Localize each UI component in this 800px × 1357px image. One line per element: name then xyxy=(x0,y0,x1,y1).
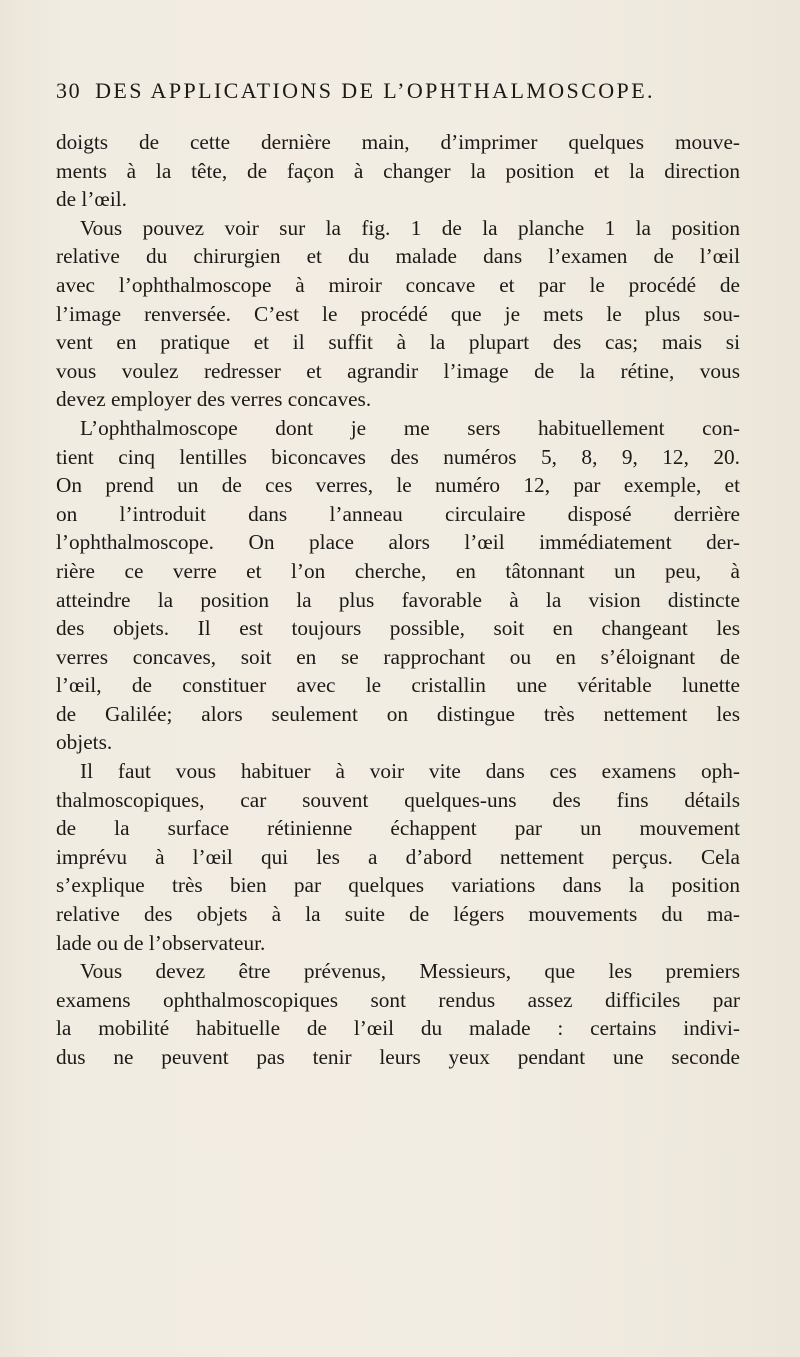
text-line: thalmoscopiques, car souvent quelques-uns des fins détails xyxy=(56,787,740,812)
text-line: on l’introduit dans l’anneau circulaire disposé derrière xyxy=(56,501,740,526)
text-line: vent en pratique et il suffit à la plupart des cas; mais si xyxy=(56,330,740,355)
text-line: devez employer des verres concaves. xyxy=(56,387,372,412)
text-line: lade ou de l’observateur. xyxy=(56,930,266,955)
text-line: doigts de cette dernière main, d’imprimer quelques mouve- xyxy=(56,130,740,154)
page-body-text xyxy=(56,128,740,1072)
text-line: relative des objets à la suite de légers mouvements du ma- xyxy=(56,902,740,927)
running-header xyxy=(56,78,756,108)
page-number: 30 xyxy=(56,78,82,103)
text-line: vous voulez redresser et agrandir l’image de la rétine, vous xyxy=(56,358,740,383)
text-line: relative du chirurgien et du malade dans l’examen de l’œil xyxy=(56,244,740,269)
text-line: examens ophthalmoscopiques sont rendus assez difficiles par xyxy=(56,987,740,1012)
text-line: de l’œil. xyxy=(56,187,127,212)
text-line: des objets. Il est toujours possible, soit en changeant les xyxy=(56,616,740,641)
text-line: rière ce verre et l’on cherche, en tâtonnant un peu, à xyxy=(56,558,740,583)
text-line: ments à la tête, de façon à changer la position et la direction xyxy=(56,158,740,183)
text-line: On prend un de ces verres, le numéro 12, par exemple, et xyxy=(56,473,740,498)
text-line: Vous pouvez voir sur la fig. 1 de la planche 1 la position xyxy=(80,215,740,240)
text-line: imprévu à l’œil qui les a d’abord nettement perçus. Cela xyxy=(56,844,740,869)
text-line: L’ophthalmoscope dont je me sers habituellement con- xyxy=(80,415,740,440)
text-line: avec l’ophthalmoscope à miroir concave et par le procédé de xyxy=(56,272,740,297)
text-line: Il faut vous habituer à voir vite dans ces examens oph- xyxy=(80,759,740,784)
running-title: DES APPLICATIONS DE L’OPHTHALMOSCOPE. xyxy=(95,78,655,103)
text-line: l’œil, de constituer avec le cristallin une véritable lunette xyxy=(56,673,740,698)
text-line: objets. xyxy=(56,730,113,755)
text-line: Vous devez être prévenus, Messieurs, que les premiers xyxy=(80,959,740,984)
text-line: verres concaves, soit en se rapprochant ou en s’éloignant de xyxy=(56,644,740,669)
text-line: dus ne peuvent pas tenir leurs yeux pendant une seconde xyxy=(56,1045,740,1069)
text-line: tient cinq lentilles biconcaves des numéros 5, 8, 9, 12, 20. xyxy=(56,444,740,469)
text-line: l’image renversée. C’est le procédé que je mets le plus sou- xyxy=(56,301,740,326)
text-line: l’ophthalmoscope. On place alors l’œil immédiatement der- xyxy=(56,530,740,555)
text-line: de la surface rétinienne échappent par un mouvement xyxy=(56,816,740,841)
text-line: la mobilité habituelle de l’œil du malade : certains indivi- xyxy=(56,1016,740,1041)
text-line: s’explique très bien par quelques variations dans la position xyxy=(56,873,740,898)
text-line: de Galilée; alors seulement on distingue très nettement les xyxy=(56,701,740,726)
text-line: atteindre la position la plus favorable à la vision distincte xyxy=(56,587,740,612)
